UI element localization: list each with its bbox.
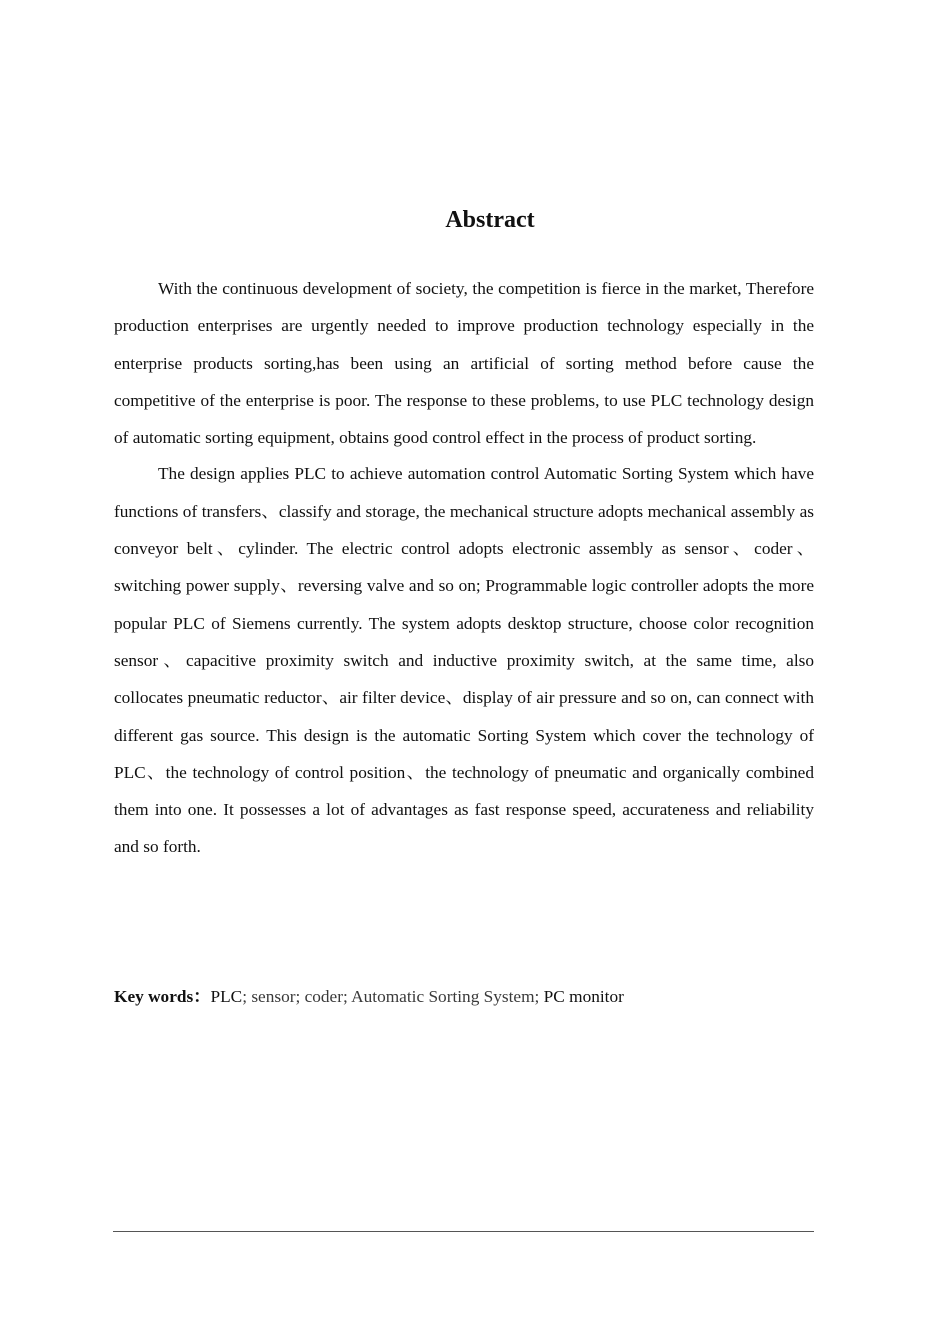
keywords-line [114,983,814,1011]
keywords-label: Key words： [114,987,211,1006]
abstract-paragraph-2: The design applies PLC to achieve automation control Automatic Sorting System which have functions of transfers、classify and storage, the mechanical structure adopts mechanical assembly as conveyor belt、cylinder. The electric control adopts electronic assembly as sensor、coder、switching power supply、reversing valve and so on; Programmable logic controller adopts the more popular PLC of Siemens currently. The system adopts desktop structure, choose color recognition sensor、capacitive proximity switch and inductive proximity switch, at the same time, also collocates pneumatic reductor、air filter device、display of air pressure and so on, can connect with different gas source. This design is the automatic Sorting System which cover the technology of PLC、the technology of control position、the technology of pneumatic and organically combined them into one. It possesses a lot of advantages as fast response speed, accurateness and reliability and so forth. [114,464,814,857]
abstract-title: Abstract [445,207,535,233]
keyword-item: PC monitor [543,987,624,1006]
keyword-separator: ; [534,987,544,1006]
keyword-item: coder [304,987,343,1006]
keyword-item: PLC [210,987,243,1006]
keyword-separator: ; [242,987,252,1006]
keyword-separator: ; [295,987,305,1006]
abstract-body [114,270,814,866]
keyword-separator: ; [343,987,352,1006]
keyword-item: sensor [251,987,296,1006]
footer-divider [113,1231,814,1232]
abstract-paragraph-1: With the continuous development of society, the competition is fierce in the market, Therefore production enterprises are urgently needed to improve production technology especially in the enterprise products sorting,has been using an artificial of sorting method before cause the competitive of the enterprise is poor. The response to these problems, to use PLC technology design of automatic sorting equipment, obtains good control effect in the process of product sorting. [114,279,814,448]
keyword-item: Automatic Sorting System [351,987,535,1006]
